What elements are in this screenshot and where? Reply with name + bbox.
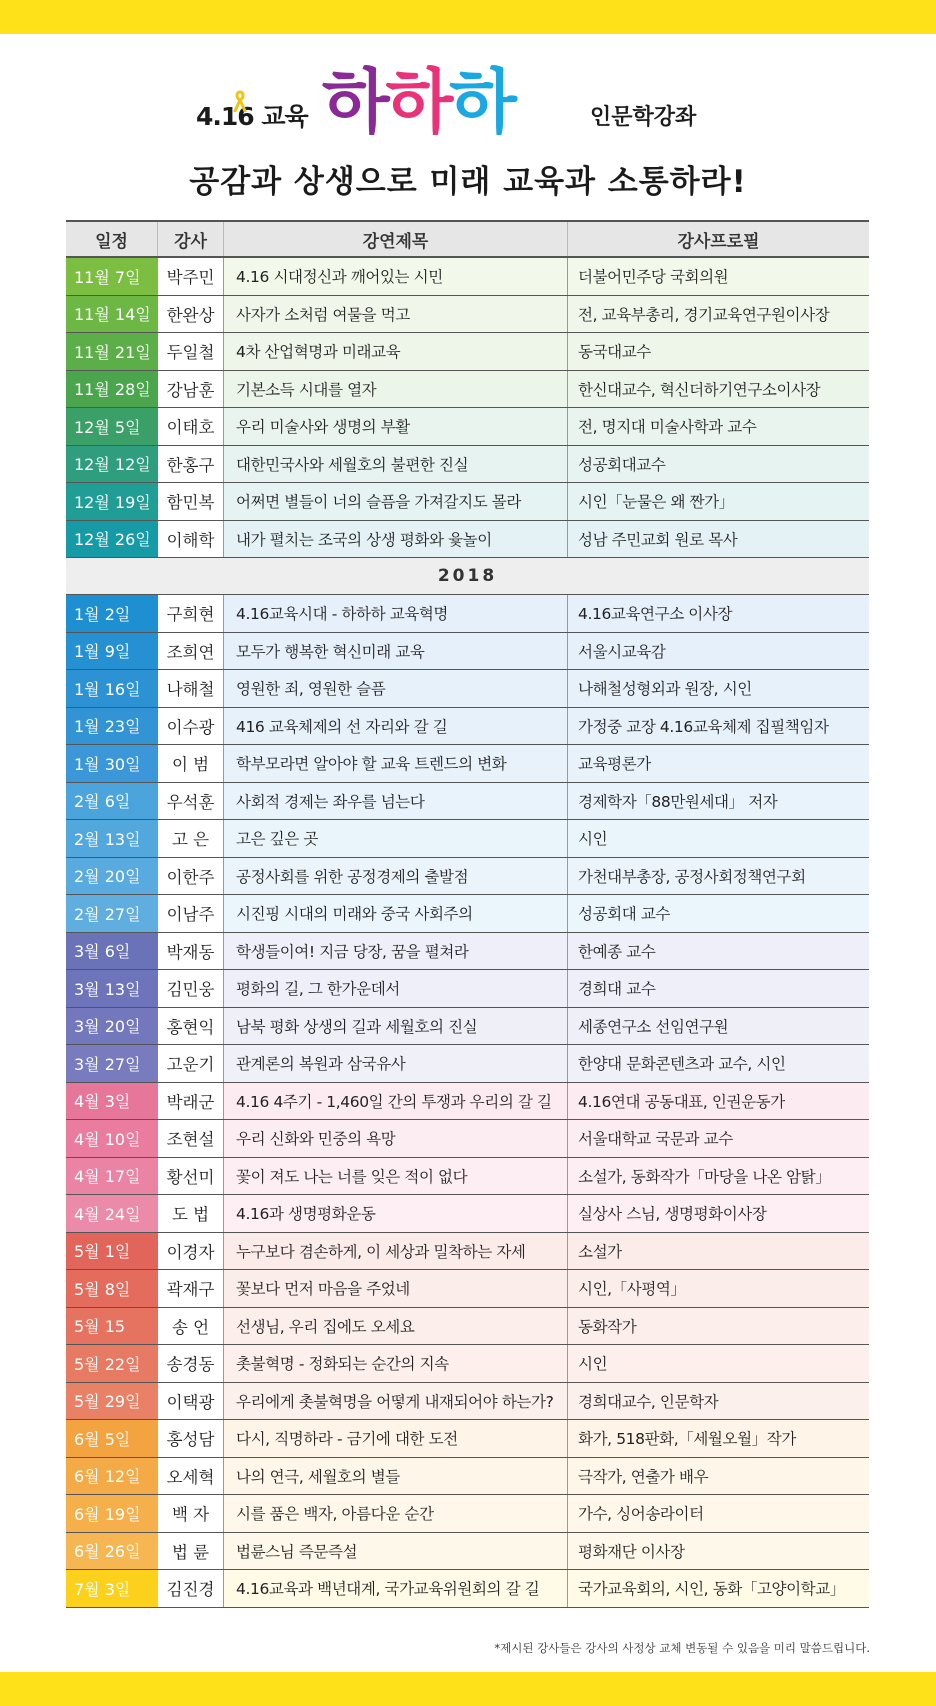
profile-cell: 국가교육회의, 시인, 동화「고양이학교」 (568, 1570, 869, 1607)
date-cell: 2월 27일 (66, 895, 158, 932)
date-cell: 11월 28일 (66, 371, 158, 408)
profile-cell: 서울대학교 국문과 교수 (568, 1120, 869, 1157)
column-header-title: 강연제목 (224, 222, 568, 256)
table-row (66, 296, 869, 334)
date-cell: 5월 1일 (66, 1233, 158, 1270)
date-cell: 12월 5일 (66, 408, 158, 445)
table-row (66, 1533, 869, 1571)
speaker-cell: 박래군 (158, 1083, 224, 1120)
brand-char-2: 하 (385, 61, 450, 143)
title-cell: 내가 펼치는 조국의 상생 평화와 윷놀이 (224, 521, 568, 558)
date-cell: 6월 12일 (66, 1458, 158, 1495)
speaker-cell: 이남주 (158, 895, 224, 932)
profile-cell: 나해철성형외과 원장, 시인 (568, 670, 869, 707)
profile-cell: 성공회대교수 (568, 446, 869, 483)
date-cell: 11월 21일 (66, 333, 158, 370)
date-cell: 2월 20일 (66, 858, 158, 895)
footnote: *제시된 강사들은 강사의 사정상 교체 변동될 수 있음을 미리 말씀드립니다. (494, 1641, 870, 1655)
speaker-cell: 송 언 (158, 1308, 224, 1345)
profile-cell: 경제학자「88만원세대」 저자 (568, 783, 869, 820)
speaker-cell: 이경자 (158, 1233, 224, 1270)
table-row (66, 408, 869, 446)
speaker-cell: 한완상 (158, 296, 224, 333)
profile-cell: 서울시교육감 (568, 633, 869, 670)
table-row (66, 1120, 869, 1158)
table-header (66, 220, 869, 258)
speaker-cell: 함민복 (158, 483, 224, 520)
table-row (66, 1383, 869, 1421)
profile-cell: 한예종 교수 (568, 933, 869, 970)
date-cell: 4월 10일 (66, 1120, 158, 1157)
table-row (66, 1345, 869, 1383)
table-row (66, 895, 869, 933)
speaker-cell: 강남훈 (158, 371, 224, 408)
speaker-cell: 고 은 (158, 820, 224, 857)
date-cell: 5월 22일 (66, 1345, 158, 1382)
table-row (66, 933, 869, 971)
speaker-cell: 이수광 (158, 708, 224, 745)
profile-cell: 교육평론가 (568, 745, 869, 782)
title-cell: 사자가 소처럼 여물을 먹고 (224, 296, 568, 333)
table-row (66, 446, 869, 484)
speaker-cell: 김진경 (158, 1570, 224, 1607)
title-cell: 시진핑 시대의 미래와 중국 사회주의 (224, 895, 568, 932)
speaker-cell: 백 자 (158, 1495, 224, 1532)
title-cell: 고은 깊은 곳 (224, 820, 568, 857)
table-row (66, 521, 869, 559)
title-cell: 4차 산업혁명과 미래교육 (224, 333, 568, 370)
title-cell: 촛불혁명 - 정화되는 순간의 지속 (224, 1345, 568, 1382)
table-row (66, 1083, 869, 1121)
title-cell: 남북 평화 상생의 길과 세월호의 진실 (224, 1008, 568, 1045)
date-cell: 6월 19일 (66, 1495, 158, 1532)
profile-cell: 가천대부총장, 공정사회정책연구회 (568, 858, 869, 895)
date-cell: 2월 6일 (66, 783, 158, 820)
brand-char-1: 하 (322, 61, 386, 143)
speaker-cell: 오세혁 (158, 1458, 224, 1495)
table-row (66, 483, 869, 521)
table-row (66, 783, 869, 821)
date-cell: 12월 12일 (66, 446, 158, 483)
speaker-cell: 이한주 (158, 858, 224, 895)
table-row (66, 708, 869, 746)
table-row (66, 1270, 869, 1308)
speaker-cell: 한홍구 (158, 446, 224, 483)
speaker-cell: 이 범 (158, 745, 224, 782)
speaker-cell: 우석훈 (158, 783, 224, 820)
title-cell: 평화의 길, 그 한가운데서 (224, 970, 568, 1007)
title-cell: 나의 연극, 세월호의 별들 (224, 1458, 568, 1495)
table-row (66, 1158, 869, 1196)
profile-cell: 전, 교육부총리, 경기교육연구원이사장 (568, 296, 869, 333)
date-cell: 5월 8일 (66, 1270, 158, 1307)
title-cell: 4.16 시대정신과 깨어있는 시민 (224, 258, 568, 295)
profile-cell: 성남 주민교회 원로 목사 (568, 521, 869, 558)
table-row (66, 633, 869, 671)
profile-cell: 시인「눈물은 왜 짠가」 (568, 483, 869, 520)
page-header (0, 52, 936, 152)
rows-2018 (66, 595, 869, 1608)
title-cell: 관계론의 복원과 삼국유사 (224, 1045, 568, 1082)
yellow-ribbon-icon (233, 90, 247, 112)
date-cell: 3월 6일 (66, 933, 158, 970)
speaker-cell: 박주민 (158, 258, 224, 295)
speaker-cell: 법 륜 (158, 1533, 224, 1570)
column-header-date: 일정 (66, 222, 158, 256)
profile-cell: 더불어민주당 국회의원 (568, 258, 869, 295)
title-cell: 어쩌면 별들이 너의 슬픔을 가져갈지도 몰라 (224, 483, 568, 520)
title-cell: 누구보다 겸손하게, 이 세상과 밀착하는 자세 (224, 1233, 568, 1270)
table-row (66, 258, 869, 296)
date-cell: 6월 26일 (66, 1533, 158, 1570)
profile-cell: 시인 (568, 1345, 869, 1382)
table-row (66, 1008, 869, 1046)
profile-cell: 동국대교수 (568, 333, 869, 370)
date-cell: 1월 23일 (66, 708, 158, 745)
speaker-cell: 송경동 (158, 1345, 224, 1382)
year-divider: 2018 (66, 558, 869, 595)
title-cell: 4.16 4주기 - 1,460일 간의 투쟁과 우리의 갈 길 (224, 1083, 568, 1120)
date-cell: 5월 15 (66, 1308, 158, 1345)
date-cell: 1월 9일 (66, 633, 158, 670)
profile-cell: 극작가, 연출가 배우 (568, 1458, 869, 1495)
profile-cell: 경희대교수, 인문학자 (568, 1383, 869, 1420)
speaker-cell: 이택광 (158, 1383, 224, 1420)
title-cell: 법륜스님 즉문즉설 (224, 1533, 568, 1570)
title-cell: 학생들이여! 지금 당장, 꿈을 펼쳐라 (224, 933, 568, 970)
speaker-cell: 곽재구 (158, 1270, 224, 1307)
table-row (66, 1420, 869, 1458)
date-cell: 3월 27일 (66, 1045, 158, 1082)
speaker-cell: 홍성담 (158, 1420, 224, 1457)
table-row (66, 1195, 869, 1233)
column-header-speaker: 강사 (158, 222, 224, 256)
profile-cell: 소설가 (568, 1233, 869, 1270)
profile-cell: 평화재단 이사장 (568, 1533, 869, 1570)
date-cell: 7월 3일 (66, 1570, 158, 1607)
date-cell: 2월 13일 (66, 820, 158, 857)
title-cell: 시를 품은 백자, 아름다운 순간 (224, 1495, 568, 1532)
page-subtitle: 공감과 상생으로 미래 교육과 소통하라! (189, 164, 747, 200)
table-row (66, 1570, 869, 1608)
speaker-cell: 조희연 (158, 633, 224, 670)
profile-cell: 전, 명지대 미술사학과 교수 (568, 408, 869, 445)
speaker-cell: 고운기 (158, 1045, 224, 1082)
title-cell: 우리 신화와 민중의 욕망 (224, 1120, 568, 1157)
speaker-cell: 황선미 (158, 1158, 224, 1195)
profile-cell: 한신대교수, 혁신더하기연구소이사장 (568, 371, 869, 408)
title-cell: 우리 미술사와 생명의 부활 (224, 408, 568, 445)
profile-cell: 가정중 교장 4.16교육체제 집필책임자 (568, 708, 869, 745)
date-cell: 4월 3일 (66, 1083, 158, 1120)
title-cell: 학부모라면 알아야 할 교육 트렌드의 변화 (224, 745, 568, 782)
title-cell: 꽃이 져도 나는 너를 잊은 적이 없다 (224, 1158, 568, 1195)
title-cell: 416 교육체제의 선 자리와 갈 길 (224, 708, 568, 745)
table-row (66, 1233, 869, 1271)
profile-cell: 가수, 싱어송라이터 (568, 1495, 869, 1532)
date-cell: 3월 13일 (66, 970, 158, 1007)
profile-cell: 시인 (568, 820, 869, 857)
top-yellow-bar (0, 0, 936, 34)
date-cell: 4월 24일 (66, 1195, 158, 1232)
table-row (66, 1045, 869, 1083)
profile-cell: 실상사 스님, 생명평화이사장 (568, 1195, 869, 1232)
speaker-cell: 두일철 (158, 333, 224, 370)
title-cell: 모두가 행복한 혁신미래 교육 (224, 633, 568, 670)
header-left-label: 4.16 교육 (196, 102, 308, 131)
speaker-cell: 도 법 (158, 1195, 224, 1232)
schedule-table (66, 220, 869, 1608)
date-cell: 5월 29일 (66, 1383, 158, 1420)
title-cell: 다시, 직명하라 - 금기에 대한 도전 (224, 1420, 568, 1457)
profile-cell: 4.16연대 공동대표, 인권운동가 (568, 1083, 869, 1120)
profile-cell: 세종연구소 선임연구원 (568, 1008, 869, 1045)
table-row (66, 858, 869, 896)
profile-cell: 소설가, 동화작가「마당을 나온 암탉」 (568, 1158, 869, 1195)
date-cell: 11월 14일 (66, 296, 158, 333)
table-row (66, 371, 869, 409)
speaker-cell: 구희현 (158, 595, 224, 632)
table-row (66, 1458, 869, 1496)
table-row (66, 670, 869, 708)
profile-cell: 성공회대 교수 (568, 895, 869, 932)
profile-cell: 한양대 문화콘텐츠과 교수, 시인 (568, 1045, 869, 1082)
date-cell: 12월 26일 (66, 521, 158, 558)
table-row (66, 595, 869, 633)
date-cell: 6월 5일 (66, 1420, 158, 1457)
date-cell: 3월 20일 (66, 1008, 158, 1045)
profile-cell: 4.16교육연구소 이사장 (568, 595, 869, 632)
speaker-cell: 나해철 (158, 670, 224, 707)
title-cell: 꽃보다 먼저 마음을 주었네 (224, 1270, 568, 1307)
title-cell: 공정사회를 위한 공정경제의 출발점 (224, 858, 568, 895)
date-cell: 1월 30일 (66, 745, 158, 782)
table-row (66, 970, 869, 1008)
title-cell: 사회적 경제는 좌우를 넘는다 (224, 783, 568, 820)
title-cell: 선생님, 우리 집에도 오세요 (224, 1308, 568, 1345)
table-row (66, 1308, 869, 1346)
table-row (66, 333, 869, 371)
speaker-cell: 홍현익 (158, 1008, 224, 1045)
profile-cell: 동화작가 (568, 1308, 869, 1345)
speaker-cell: 이해학 (158, 521, 224, 558)
bottom-yellow-bar (0, 1672, 936, 1706)
date-cell: 1월 16일 (66, 670, 158, 707)
table-row (66, 745, 869, 783)
title-cell: 4.16과 생명평화운동 (224, 1195, 568, 1232)
title-cell: 기본소득 시대를 열자 (224, 371, 568, 408)
header-right-label: 인문학강좌 (590, 105, 697, 130)
rows-2017 (66, 258, 869, 558)
title-cell: 대한민국사와 세월호의 불편한 진실 (224, 446, 568, 483)
speaker-cell: 박재동 (158, 933, 224, 970)
title-cell: 4.16교육과 백년대계, 국가교육위원회의 갈 길 (224, 1570, 568, 1607)
speaker-cell: 조현설 (158, 1120, 224, 1157)
brand-char-3: 하 (449, 61, 513, 143)
column-header-profile: 강사프로필 (677, 231, 760, 252)
profile-cell: 경희대 교수 (568, 970, 869, 1007)
table-row (66, 820, 869, 858)
profile-cell: 시인,「사평역」 (568, 1270, 869, 1307)
date-cell: 1월 2일 (66, 595, 158, 632)
profile-cell: 화가, 518판화,「세월오월」작가 (568, 1420, 869, 1457)
title-cell: 영원한 죄, 영원한 슬픔 (224, 670, 568, 707)
brand-logo (322, 52, 513, 152)
date-cell: 12월 19일 (66, 483, 158, 520)
table-row (66, 1495, 869, 1533)
speaker-cell: 김민웅 (158, 970, 224, 1007)
date-cell: 11월 7일 (66, 258, 158, 295)
date-cell: 4월 17일 (66, 1158, 158, 1195)
title-cell: 4.16교육시대 - 하하하 교육혁명 (224, 595, 568, 632)
title-cell: 우리에게 촛불혁명을 어떻게 내재되어야 하는가? (224, 1383, 568, 1420)
speaker-cell: 이태호 (158, 408, 224, 445)
